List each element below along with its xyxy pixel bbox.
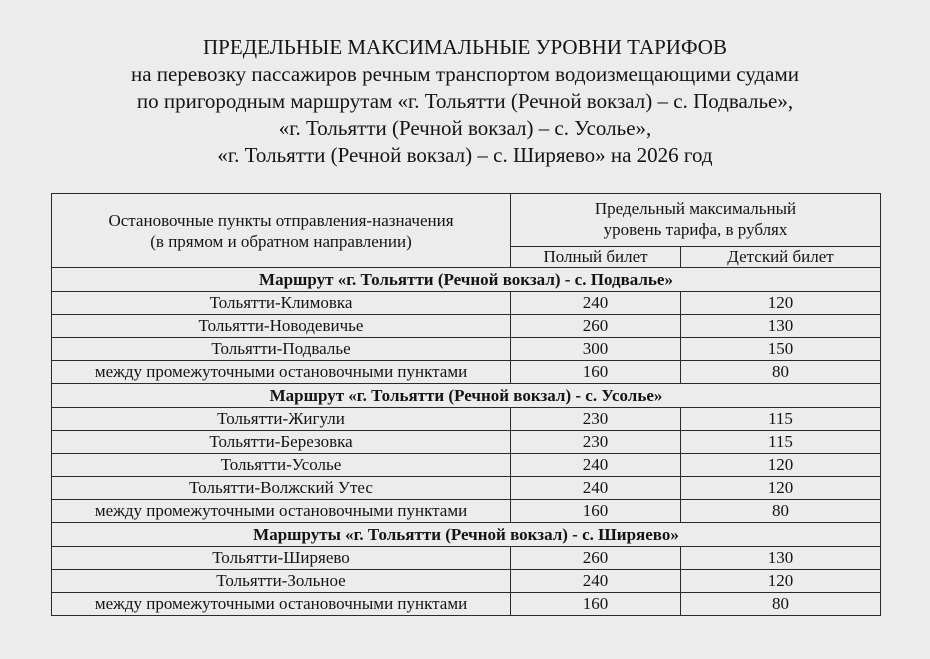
stop-name-cell: Тольятти-Подвалье [52, 338, 511, 361]
title-subtitle-line: «г. Тольятти (Речной вокзал) – с. Усолье», [278, 116, 652, 140]
full-ticket-cell: 260 [511, 315, 681, 338]
table-row [52, 477, 881, 500]
stop-name-cell: между промежуточными остановочными пунктами [52, 361, 511, 384]
tariff-header-line: уровень тарифа, в рублях [603, 220, 788, 239]
route-header-row [52, 384, 881, 408]
full-ticket-cell: 160 [511, 361, 681, 384]
full-ticket-cell: 160 [511, 593, 681, 616]
stops-header-line: Остановочные пункты отправления-назначения [108, 210, 454, 230]
stop-name-cell: Тольятти-Волжский Утес [52, 477, 511, 500]
child-ticket-cell: 120 [681, 570, 881, 593]
stop-name-cell: Тольятти-Березовка [52, 431, 511, 454]
full-ticket-cell: 240 [511, 570, 681, 593]
child-ticket-cell: 80 [681, 593, 881, 616]
stop-name-cell: Тольятти-Жигули [52, 408, 511, 431]
full-ticket-cell: 230 [511, 408, 681, 431]
document-title [0, 34, 930, 169]
child-ticket-cell: 80 [681, 361, 881, 384]
tariff-table [51, 193, 881, 616]
stops-column-header [52, 194, 511, 268]
stop-name-cell: Тольятти-Ширяево [52, 547, 511, 570]
tariff-header-line: Предельный максимальный [594, 199, 797, 218]
table-row [52, 570, 881, 593]
full-ticket-cell: 230 [511, 431, 681, 454]
full-ticket-cell: 240 [511, 454, 681, 477]
stop-name-cell: Тольятти-Зольное [52, 570, 511, 593]
table-row [52, 431, 881, 454]
table-row [52, 500, 881, 523]
child-ticket-cell: 115 [681, 408, 881, 431]
full-ticket-cell: 160 [511, 500, 681, 523]
child-ticket-header: Детский билет [681, 247, 881, 268]
table-row [52, 454, 881, 477]
child-ticket-cell: 80 [681, 500, 881, 523]
route-name: Маршрут «г. Тольятти (Речной вокзал) - с. Усолье» [52, 384, 881, 408]
table-row [52, 292, 881, 315]
title-subtitle-line: по пригородным маршрутам «г. Тольятти (Речной вокзал) – с. Подвалье», [136, 89, 794, 113]
route-header-row [52, 268, 881, 292]
child-ticket-cell: 130 [681, 315, 881, 338]
full-ticket-cell: 260 [511, 547, 681, 570]
full-ticket-cell: 240 [511, 477, 681, 500]
child-ticket-cell: 120 [681, 454, 881, 477]
tariff-table-body [52, 194, 881, 616]
full-ticket-cell: 240 [511, 292, 681, 315]
stop-name-cell: между промежуточными остановочными пунктами [52, 500, 511, 523]
child-ticket-cell: 130 [681, 547, 881, 570]
full-ticket-header: Полный билет [511, 247, 681, 268]
title-heading: ПРЕДЕЛЬНЫЕ МАКСИМАЛЬНЫЕ УРОВНИ ТАРИФОВ [203, 35, 727, 59]
table-row [52, 408, 881, 431]
stop-name-cell: Тольятти-Климовка [52, 292, 511, 315]
child-ticket-cell: 150 [681, 338, 881, 361]
child-ticket-cell: 120 [681, 477, 881, 500]
route-name: Маршруты «г. Тольятти (Речной вокзал) - с. Ширяево» [52, 523, 881, 547]
table-row [52, 593, 881, 616]
table-header-row [52, 194, 881, 247]
route-name: Маршрут «г. Тольятти (Речной вокзал) - с. Подвалье» [52, 268, 881, 292]
table-row [52, 361, 881, 384]
tariff-column-header [511, 194, 881, 247]
full-ticket-cell: 300 [511, 338, 681, 361]
stop-name-cell: между промежуточными остановочными пунктами [52, 593, 511, 616]
route-header-row [52, 523, 881, 547]
table-row [52, 315, 881, 338]
table-row [52, 338, 881, 361]
child-ticket-cell: 120 [681, 292, 881, 315]
stop-name-cell: Тольятти-Усолье [52, 454, 511, 477]
stops-header-line: (в прямом и обратном направлении) [150, 231, 412, 251]
table-row [52, 547, 881, 570]
child-ticket-cell: 115 [681, 431, 881, 454]
title-subtitle-line: «г. Тольятти (Речной вокзал) – с. Ширяево» на 2026 год [217, 143, 713, 167]
title-subtitle-line: на перевозку пассажиров речным транспортом водоизмещающими судами [131, 62, 799, 86]
stop-name-cell: Тольятти-Новодевичье [52, 315, 511, 338]
